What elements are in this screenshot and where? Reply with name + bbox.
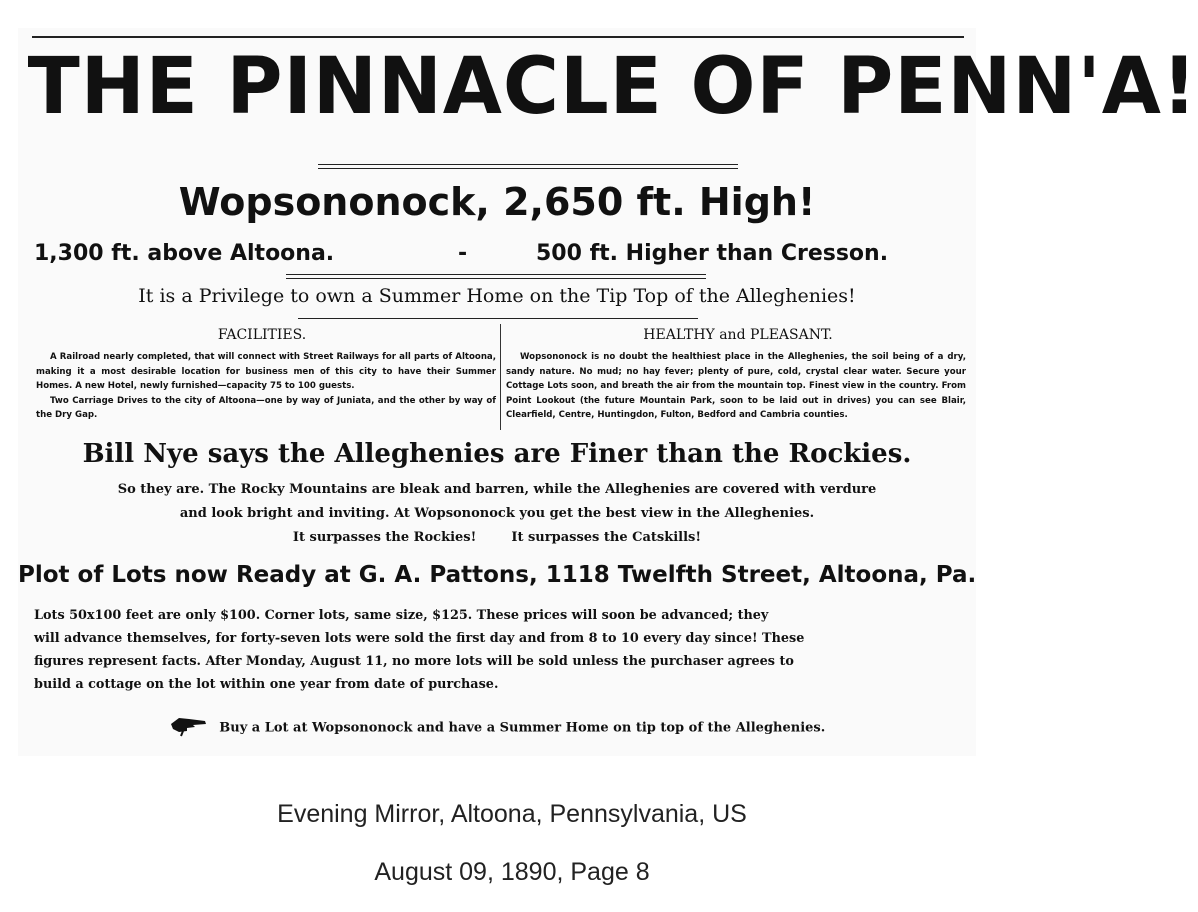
column-divider bbox=[500, 324, 501, 430]
nye-catskills: It surpasses the Catskills! bbox=[511, 530, 702, 545]
caption-source: Evening Mirror, Altoona, Pennsylvania, US bbox=[277, 800, 747, 828]
nye-line-3 bbox=[36, 526, 958, 550]
elevation-separator: - bbox=[458, 241, 468, 266]
elevation-underline bbox=[286, 274, 706, 275]
headline-underline-2 bbox=[318, 168, 738, 169]
facilities-heading: FACILITIES. bbox=[217, 327, 307, 343]
lots-line-1: Lots 50x100 feet are only $100. Corner lots, same size, $125. These prices will soon be advanced; they bbox=[34, 608, 769, 623]
facilities-para-2: Two Carriage Drives to the city of Altoona—one by way of Juniata, and the other by way of the Dry Gap. bbox=[36, 395, 496, 421]
top-rule bbox=[32, 36, 964, 38]
nye-headline: Bill Nye says the Alleghenies are Finer than the Rockies. bbox=[82, 439, 912, 469]
headline-underline bbox=[318, 164, 738, 165]
lots-line-3: figures represent facts. After Monday, August 11, no more lots will be sold unless the purchaser agrees to bbox=[34, 654, 794, 669]
elevation-underline-2 bbox=[286, 278, 706, 279]
privilege-line: It is a Privilege to own a Summer Home on the Tip Top of the Alleghenies! bbox=[138, 285, 856, 307]
lots-paragraph bbox=[34, 604, 966, 696]
lots-line-2: will advance themselves, for forty-seven lots were sold the first day and from 8 to 10 every day since! These bbox=[34, 631, 805, 646]
ad-subheadline: Wopsononock, 2,650 ft. High! bbox=[178, 180, 816, 224]
nye-body bbox=[36, 478, 958, 550]
healthy-para-1: Wopsononock is no doubt the healthiest place in the Alleghenies, the soil being of a dry, sandy nature. No mud; no hay fever; plenty of pure, cold, crystal clear water. Secure your Cottage Lots soon, and breath the air from the mountain top. Finest view in the country. From Point Lookout (the future Mountain Park, soon to be laid out in drives) you can see Blair, Clearfield, Centre, Huntingdon, Fulton, Bedford and Cambria counties. bbox=[506, 352, 966, 421]
facilities-para-1: A Railroad nearly completed, that will connect with Street Railways for all parts of Altoona, making it a most desirable location for business men of this city to have their Summer Homes. A new Hotel, newly furnished—capacity 75 to 100 guests. bbox=[36, 352, 496, 392]
nye-line-1: So they are. The Rocky Mountains are bleak and barren, while the Alleghenies are covered with verdure bbox=[117, 482, 877, 497]
nye-rockies: It surpasses the Rockies! bbox=[292, 530, 477, 545]
newspaper-clipping bbox=[18, 28, 1198, 756]
nye-line-2: and look bright and inviting. At Wopsononock you get the best view in the Alleghenies. bbox=[179, 506, 815, 521]
healthy-text bbox=[506, 350, 966, 423]
buy-line: Buy a Lot at Wopsononock and have a Summer Home on tip top of the Alleghenies. bbox=[219, 720, 826, 736]
ad-headline: THE PINNACLE OF PENN'A! bbox=[27, 42, 1198, 132]
privilege-underline bbox=[298, 318, 698, 319]
caption-date: August 09, 1890, Page 8 bbox=[374, 858, 650, 886]
lots-line-4: build a cottage on the lot within one year from date of purchase. bbox=[34, 677, 499, 692]
plot-headline: Plot of Lots now Ready at G. A. Pattons, 1118 Twelfth Street, Altoona, Pa. bbox=[18, 562, 977, 588]
facilities-text bbox=[36, 350, 496, 423]
healthy-heading: HEALTHY and PLEASANT. bbox=[643, 327, 833, 343]
pointing-hand-icon bbox=[169, 714, 209, 742]
elevation-cresson: 500 ft. Higher than Cresson. bbox=[536, 241, 889, 266]
buy-line-container bbox=[18, 714, 976, 742]
elevation-altoona: 1,300 ft. above Altoona. bbox=[34, 241, 335, 266]
